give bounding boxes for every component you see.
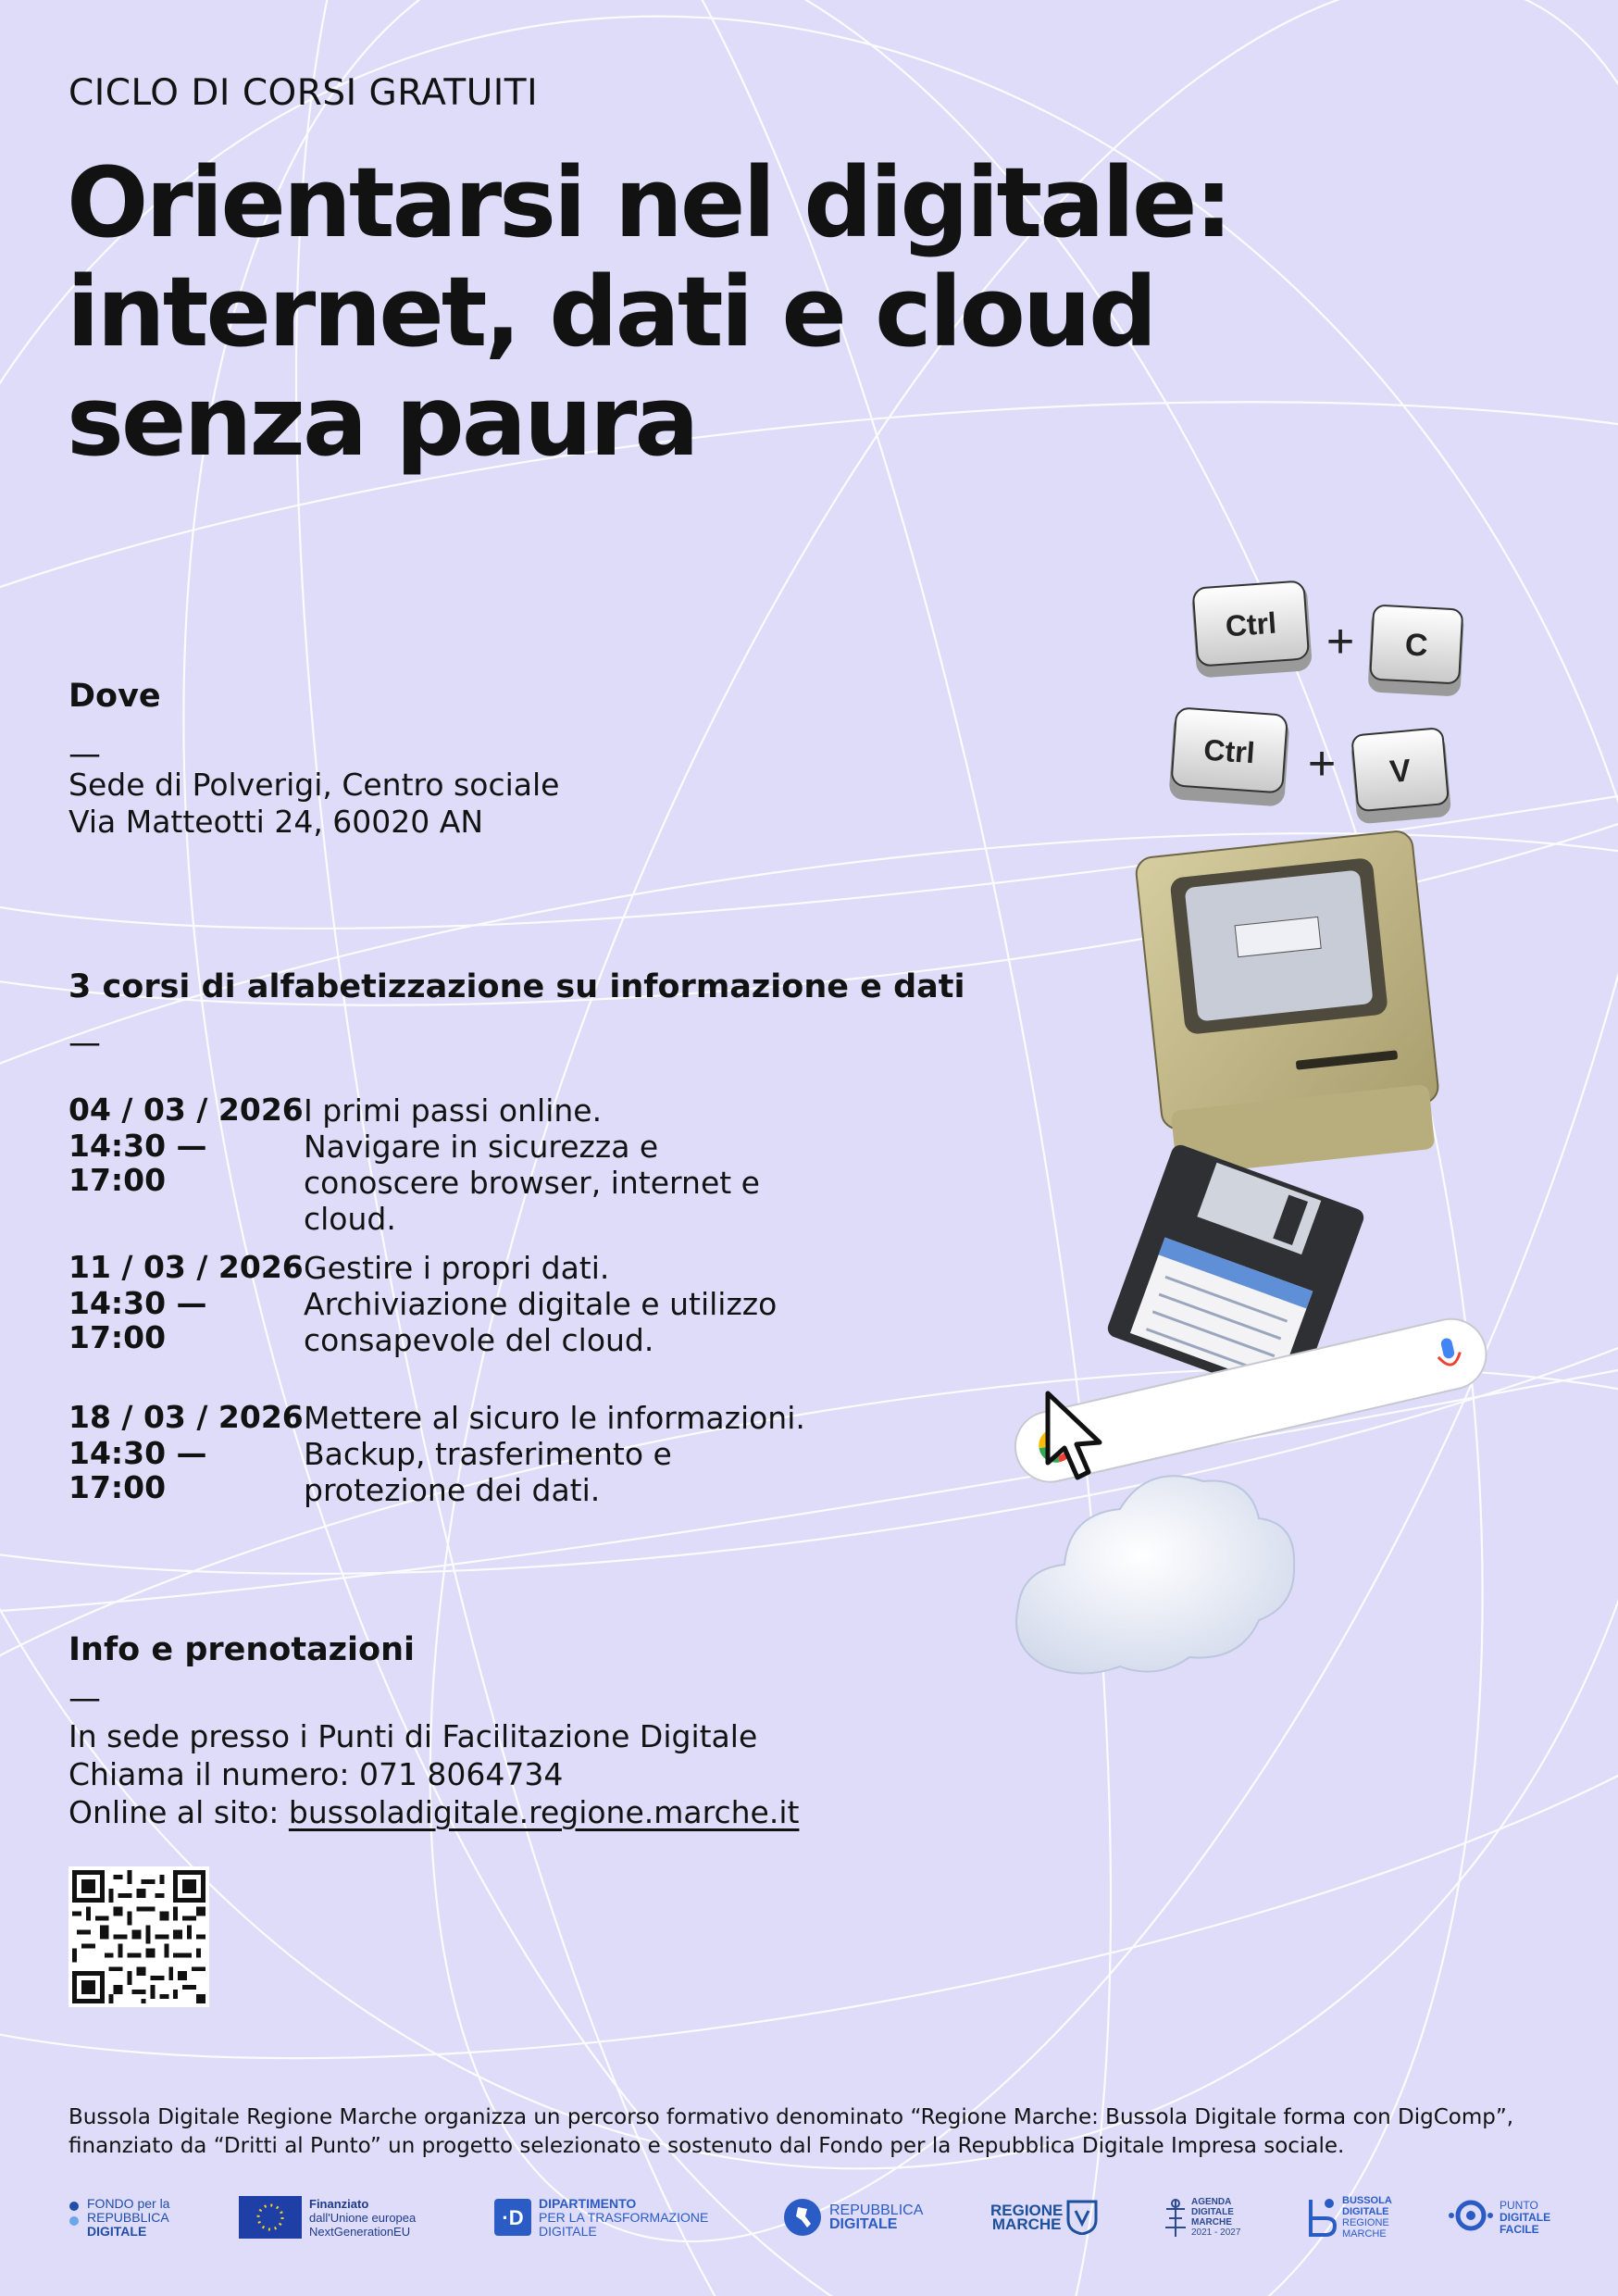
- location-dash: —: [68, 736, 101, 773]
- rep-line-1: REPUBBLICA: [829, 2202, 924, 2218]
- punto-pin-icon: [1446, 2197, 1496, 2238]
- ctrl-c-shortcut: [1191, 580, 1465, 696]
- logo-bussola-digitale: [1305, 2190, 1392, 2245]
- dip-line-1: DIPARTIMENTO: [539, 2195, 637, 2211]
- website-link[interactable]: bussoladigitale.regione.marche.it: [288, 1794, 800, 1830]
- course-title: I primi passi online.: [304, 1092, 603, 1129]
- agenda-line-1: AGENDA: [1191, 2197, 1232, 2207]
- course-description: Navigare in sicurezza e conoscere browser, internet e cloud.: [304, 1129, 760, 1237]
- eu-flag-icon: [239, 2196, 302, 2239]
- agenda-emblem-icon: [1162, 2196, 1189, 2239]
- ctrl-key-label: Ctrl: [1202, 732, 1256, 770]
- punto-line-1: PUNTO: [1500, 2198, 1538, 2212]
- regione-shield-icon: [1066, 2200, 1098, 2235]
- logo-regione-marche: [990, 2190, 1098, 2245]
- ctrl-v-shortcut: [1168, 707, 1451, 824]
- punto-line-2: DIGITALE: [1500, 2210, 1551, 2224]
- agenda-line-2: DIGITALE: [1191, 2207, 1234, 2217]
- qr-code[interactable]: [68, 1866, 209, 2007]
- course-date: 04 / 03 / 2026: [68, 1092, 304, 1128]
- footer-description: Bussola Digitale Regione Marche organizza un percorso formativo denominato “Regione Marche: Bussola Digitale forma con DigComp”, finanziato da “Dritti al Punto” un progetto selezionato e sostenuto dal Fondo per la Repubblica Digitale Impresa sociale.: [68, 2105, 1514, 2158]
- c-key-label: C: [1403, 627, 1429, 664]
- dots-icon: [68, 2199, 83, 2236]
- location-line-2: Via Matteotti 24, 60020 AN: [68, 804, 484, 840]
- svg-text:·D: ·D: [502, 2206, 524, 2229]
- vintage-computer-icon: [1135, 830, 1444, 1176]
- cloud-icon: [1016, 1476, 1294, 1673]
- regione-line-2: MARCHE: [991, 2215, 1062, 2233]
- eu-line-2: dall'Unione europea: [309, 2210, 417, 2225]
- logo-punto-digitale-facile: [1446, 2190, 1550, 2245]
- punto-line-3: FACILE: [1500, 2222, 1539, 2236]
- plus-sign: +: [1307, 737, 1337, 791]
- bussola-line-1: BUSSOLA: [1342, 2195, 1392, 2206]
- agenda-line-4: 2021 - 2027: [1191, 2227, 1241, 2238]
- italy-map-icon: [783, 2198, 822, 2237]
- page-title: [67, 148, 1230, 476]
- logo-fondo-repubblica-digitale: [68, 2190, 169, 2245]
- course-time: 14:30 — 17:00: [68, 1128, 207, 1198]
- courses-heading: 3 corsi di alfabetizzazione su informazione e dati: [68, 968, 965, 1005]
- course-title: Gestire i propri dati.: [304, 1250, 610, 1286]
- eyebrow-label: CICLO DI CORSI GRATUITI: [68, 72, 539, 114]
- bussola-line-3: REGIONE: [1342, 2217, 1389, 2228]
- location-line-1: Sede di Polverigi, Centro sociale: [68, 767, 560, 803]
- fondo-line-2: REPUBBLICA: [87, 2209, 169, 2225]
- eu-line-3: NextGenerationEU: [309, 2224, 411, 2239]
- title-line-3: senza paura: [67, 365, 697, 478]
- course-time: 14:30 — 17:00: [68, 1435, 207, 1505]
- info-label: Info e prenotazioni: [68, 1631, 416, 1668]
- course-date: 11 / 03 / 2026: [68, 1249, 304, 1285]
- info-dash: —: [68, 1680, 101, 1717]
- dip-line-3: DIGITALE: [539, 2223, 597, 2239]
- location-label: Dove: [68, 678, 161, 715]
- ctrl-key-label: Ctrl: [1224, 605, 1278, 643]
- course-title: Mettere al sicuro le informazioni.: [304, 1400, 805, 1436]
- fondo-line-3: DIGITALE: [87, 2223, 147, 2239]
- v-key-label: V: [1388, 753, 1413, 791]
- fondo-line-1: FONDO per la: [87, 2195, 170, 2211]
- title-line-2: internet, dati e cloud: [67, 256, 1155, 368]
- info-line-2: Chiama il numero: 071 8064734: [68, 1756, 564, 1792]
- bussola-line-4: MARCHE: [1342, 2228, 1387, 2240]
- info-line-1: In sede presso i Punti di Facilitazione Digitale: [68, 1718, 758, 1754]
- info-line-3: [68, 1794, 799, 1831]
- course-date: 18 / 03 / 2026: [68, 1399, 304, 1435]
- digital-illustration: [990, 574, 1583, 1685]
- logo-agenda-digitale-marche: [1162, 2190, 1240, 2245]
- bussola-line-2: DIGITALE: [1342, 2206, 1389, 2217]
- rep-line-2: DIGITALE: [829, 2216, 898, 2232]
- course-description: Archiviazione digitale e utilizzo consapevole del cloud.: [304, 1286, 778, 1358]
- logo-dipartimento-trasformazione-digitale: [494, 2190, 708, 2245]
- dip-line-2: PER LA TRASFORMAZIONE: [539, 2209, 709, 2225]
- course-description: Backup, trasferimento e protezione dei dati.: [304, 1436, 672, 1508]
- plus-sign: +: [1326, 615, 1355, 668]
- courses-dash: —: [68, 1025, 101, 1062]
- agenda-line-3: MARCHE: [1191, 2217, 1232, 2227]
- logo-eu-nextgeneration: [239, 2190, 416, 2245]
- eu-line-1: Finanziato: [309, 2196, 369, 2211]
- logo-repubblica-digitale: [783, 2190, 923, 2245]
- dtd-badge-icon: [494, 2199, 531, 2236]
- website-prefix: Online al sito:: [68, 1794, 289, 1830]
- bussola-b-icon: [1305, 2196, 1338, 2239]
- course-time: 14:30 — 17:00: [68, 1285, 207, 1355]
- regione-line-1: REGIONE: [990, 2202, 1064, 2219]
- title-line-1: Orientarsi nel digitale:: [67, 146, 1231, 259]
